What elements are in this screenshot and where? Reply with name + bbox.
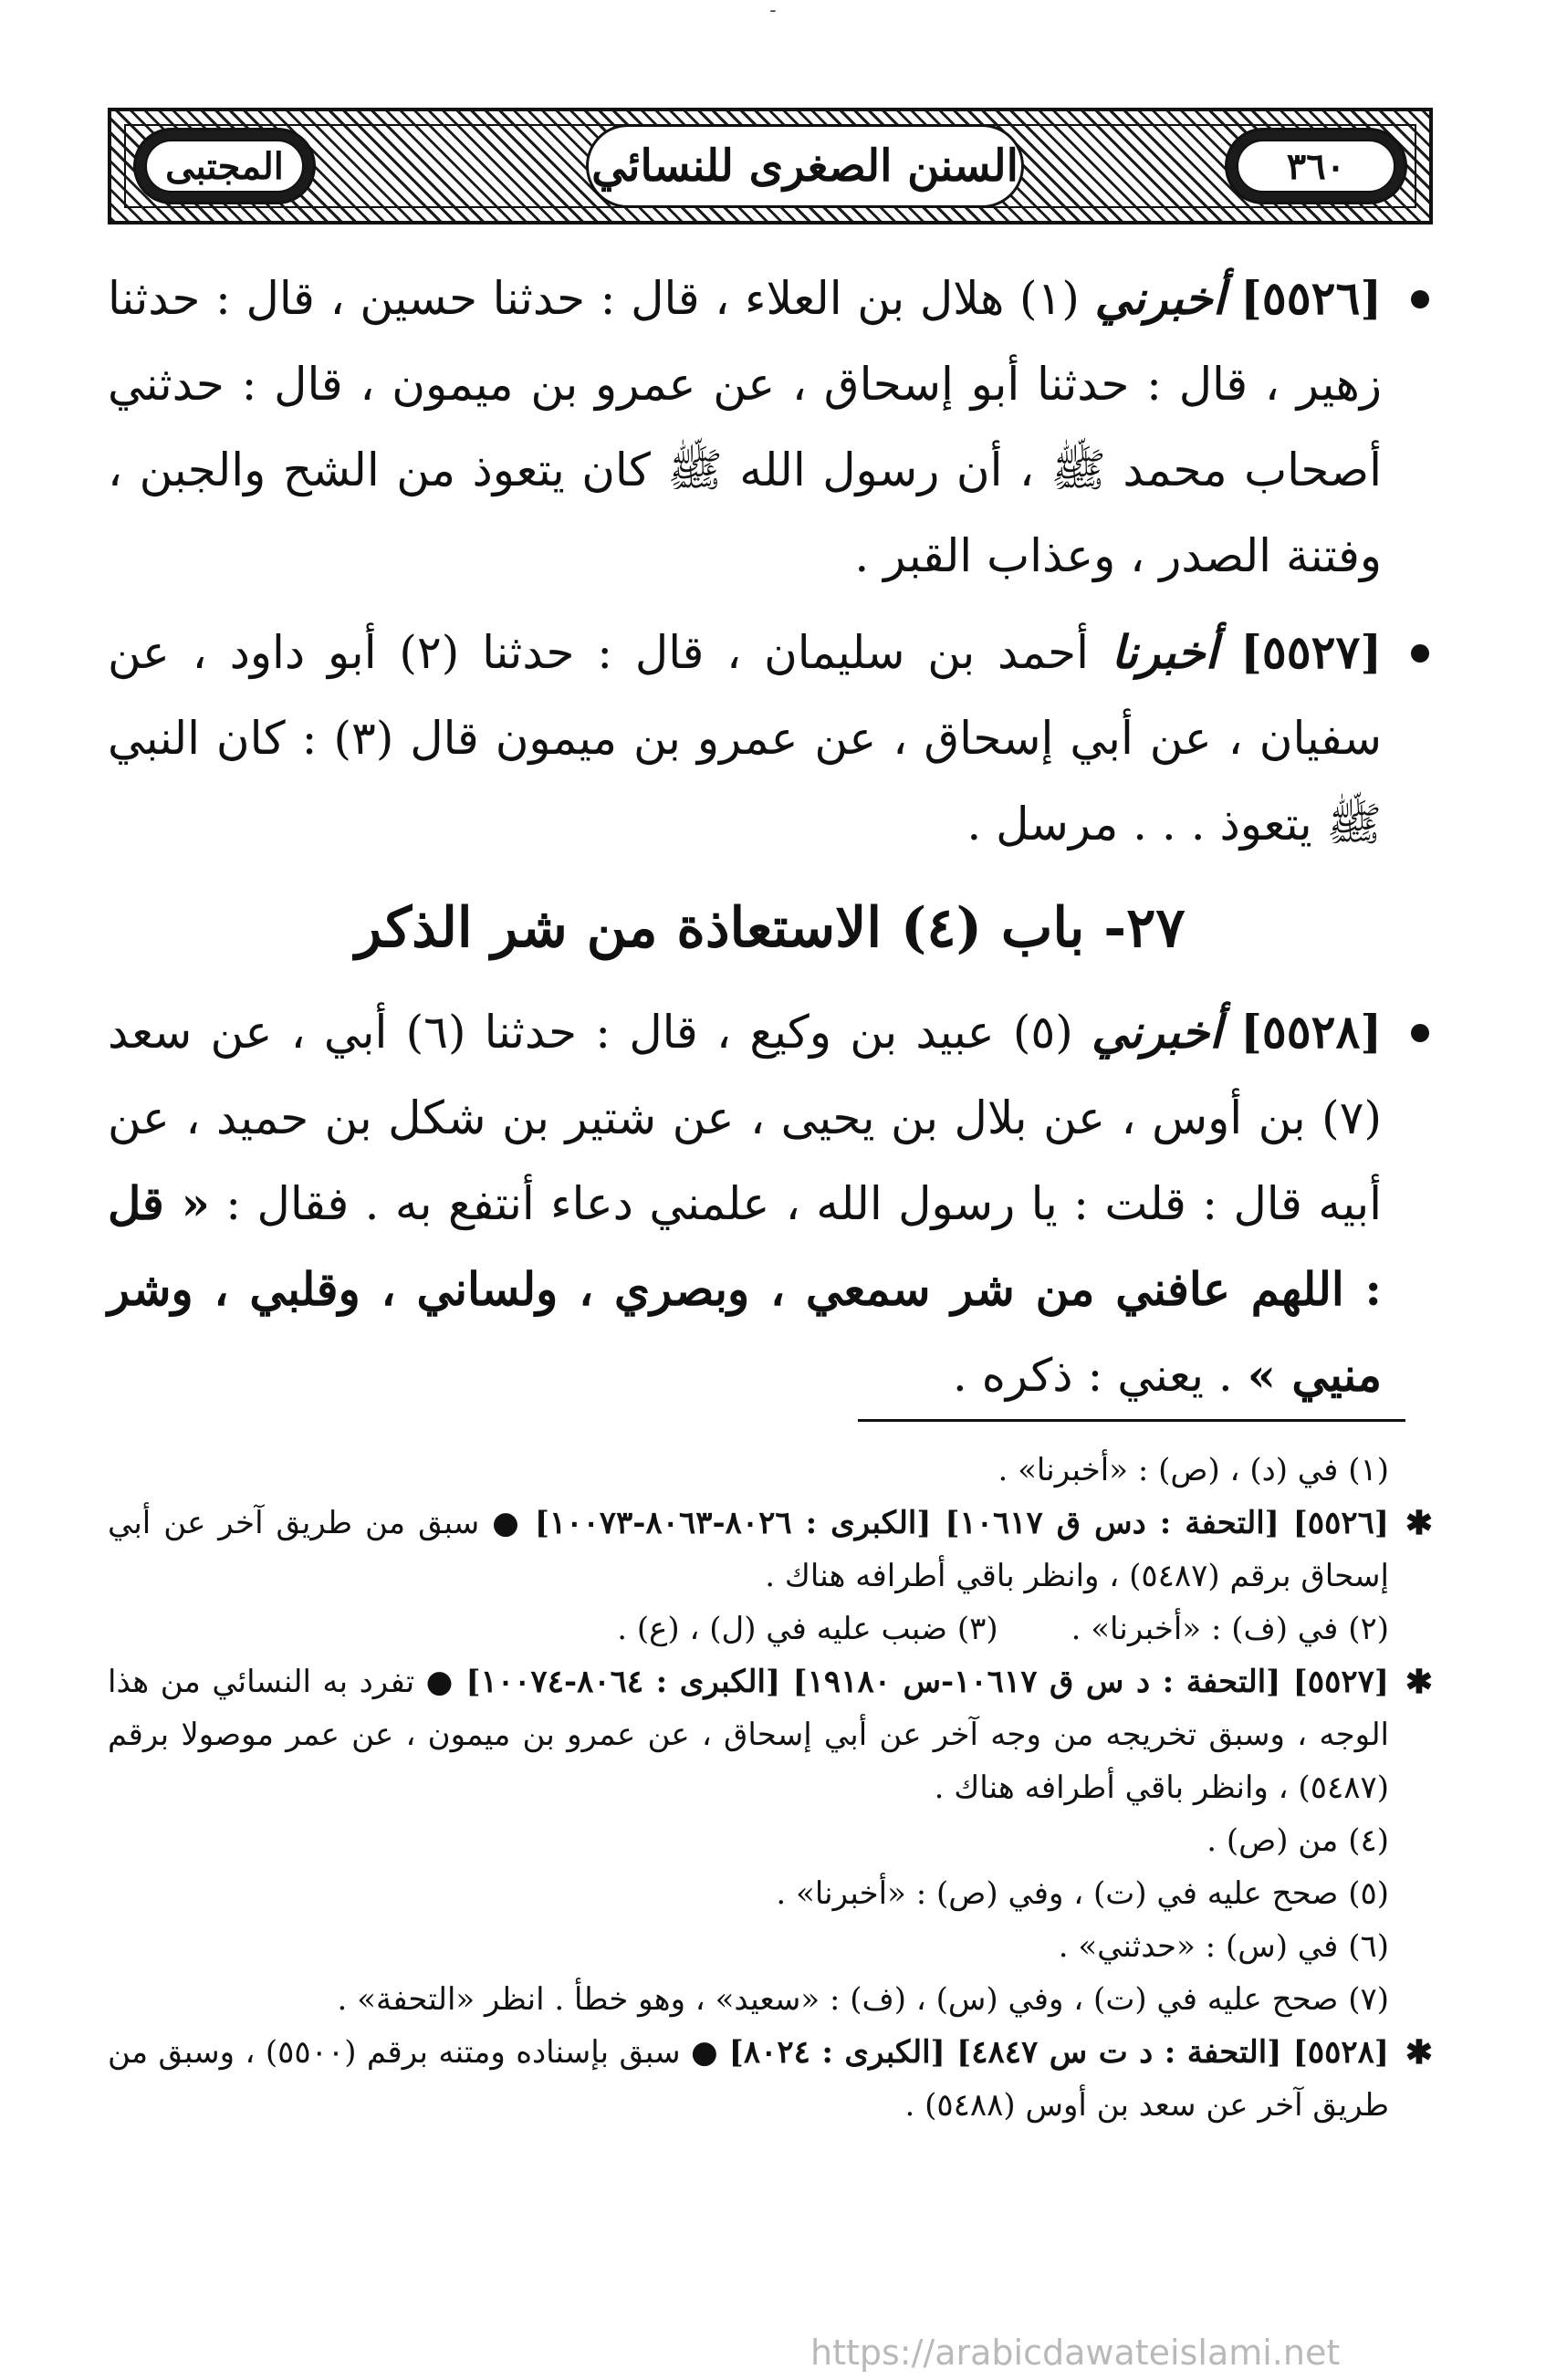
hadith-dua: « قل : اللهم عافني من شر سمعي ، وبصري ، ولساني ، وقلبي ، وشر منيي » <box>108 1176 1382 1402</box>
asterisk-icon: ✱ <box>1405 2033 1433 2072</box>
bullet-icon <box>1411 644 1429 663</box>
chapter-heading: ٢٧- باب (٤) الاستعاذة من شر الذكر <box>355 896 1186 960</box>
page-header <box>108 108 1433 224</box>
watermark-url: https://arabicdawateislami.net <box>810 2333 1341 2373</box>
hadith-text: أحمد بن سليمان ، قال : حدثنا (٢) أبو داود ، عن سفيان ، عن أبي إسحاق ، عن عمرو بن ميمون قال (٣) : كان النبي ﷺ يتعوذ . . . مرسل . <box>108 626 1382 851</box>
hadith-text: (١) هلال بن العلاء ، قال : حدثنا حسين ، قال : حدثنا زهير ، قال : حدثنا أبو إسحاق ، عن عمرو بن ميمون ، قال : حدثني أصحاب محمد ﷺ ، أن رسول الله ﷺ كان يتعوذ من الشح والجبن ، وفتنة الصدر ، وعذاب القبر . <box>108 272 1382 582</box>
hadith-opening: أخبرنا <box>1111 625 1218 679</box>
footnotes <box>108 1444 1433 2132</box>
book-title: السنن الصغرى للنسائي <box>586 124 1024 208</box>
seal-left <box>133 128 316 204</box>
hadith-opening: أخبرني <box>1091 1005 1223 1059</box>
hadith-text: (٥) عبيد بن وكيع ، قال : حدثنا (٦) أبي ، عن سعد (٧) بن أوس ، عن بلال بن يحيى ، عن شتير بن شكل بن حميد ، عن أبيه قال : قلت : يا رسول الله ، علمني دعاء أنتفع به . فقال : <box>108 1006 1383 1230</box>
note-text: ● تفرد به النسائي من هذا الوجه ، وسبق تخريجه من وجه آخر عن أبي إسحاق ، عن عمرو بن ميمون ، عن عمر موصولا برقم (٥٤٨٧) ، وانظر باقي أطرافه هناك . <box>108 1664 1389 1806</box>
hadith-number: [٥٥٢٧] <box>1240 625 1382 679</box>
note-reference: [٥٥٢٧] [التحفة : د س ق ١٠٦١٧-س ١٩١٨٠] [الكبرى : ٨٠٦٤-١٠٠٧٤] <box>465 1664 1389 1700</box>
footnote-divider <box>858 1419 1405 1422</box>
hadith-5526 <box>108 256 1433 599</box>
footnote-5: (٥) صحح عليه في (ت) ، وفي (ص) : «أخبرنا» . <box>776 1875 1389 1912</box>
note-reference: [٥٥٢٨] [التحفة : د ت س ٤٨٤٧] [الكبرى : ٨٠٢٤] <box>728 2034 1389 2071</box>
note-5526 <box>108 1497 1433 1602</box>
footnote-4: (٤) من (ص) . <box>1207 1822 1389 1859</box>
bullet-icon <box>1411 290 1429 308</box>
main-text <box>108 256 1433 1429</box>
footnotes-2-3 <box>108 1602 1433 1655</box>
page-number: ٣٦٠ <box>1237 140 1395 193</box>
hadith-text-end: . يعني : ذكره . <box>952 1349 1233 1402</box>
footnote-1: (١) في (د) ، (ص) : «أخبرنا» . <box>998 1452 1389 1488</box>
hadith-5528 <box>108 989 1433 1418</box>
note-5527 <box>108 1655 1433 1814</box>
footnote-6: (٦) في (س) : «حدثني» . <box>1058 1928 1389 1965</box>
note-text: ● سبق من طريق آخر عن أبي إسحاق برقم (٥٤٨٧) ، وانظر باقي أطرافه هناك . <box>108 1505 1389 1594</box>
asterisk-icon: ✱ <box>1405 1663 1433 1701</box>
top-mark: - <box>769 0 777 22</box>
asterisk-icon: ✱ <box>1405 1504 1433 1542</box>
hadith-opening: أخبرني <box>1094 271 1226 325</box>
bullet-icon <box>1411 1024 1429 1042</box>
footnote-7: (٧) صحح عليه في (ت) ، وفي (س) ، (ف) : «سعيد» ، وهو خطأ . انظر «التحفة» . <box>337 1981 1389 2018</box>
seal-text: المجتبى <box>145 140 304 193</box>
note-text: ● سبق بإسناده ومتنه برقم (٥٥٠٠) ، وسبق من طريق آخر عن سعد بن أوس (٥٤٨٨) . <box>108 2034 1389 2124</box>
note-reference: [٥٥٢٦] [التحفة : دس ق ١٠٦١٧] [الكبرى : ٨٠٢٦-٨٠٦٣-١٠٠٧٣] <box>534 1505 1390 1541</box>
page-number-badge <box>1225 128 1407 204</box>
hadith-number: [٥٥٢٦] <box>1240 271 1382 325</box>
footnote-2: (٢) في (ف) : «أخبرنا» . <box>1071 1611 1389 1647</box>
footnote-3: (٣) ضبب عليه في (ل) ، (ع) . <box>617 1611 998 1647</box>
hadith-number: [٥٥٢٨] <box>1240 1005 1382 1059</box>
hadith-5527 <box>108 610 1433 867</box>
note-5528 <box>108 2026 1433 2132</box>
